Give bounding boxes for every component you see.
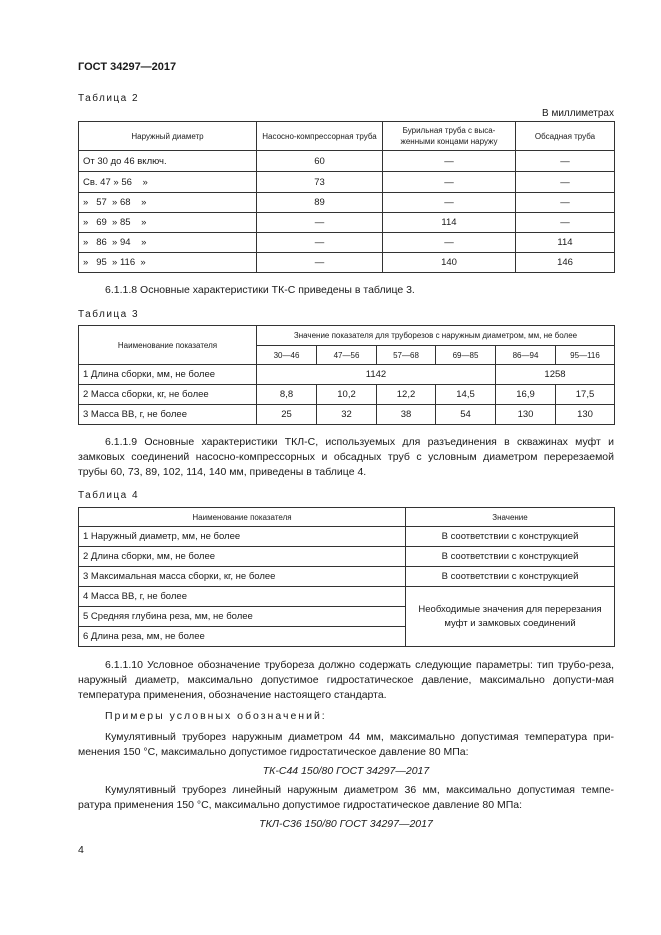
table-cell: 25: [257, 405, 317, 425]
table-row: [79, 547, 615, 567]
table-cell: —: [257, 233, 383, 253]
table4: [78, 507, 615, 647]
table2-header-drill: Бурильная труба с выса-женными концами наружу: [383, 122, 516, 151]
table-cell: » 86 » 94 »: [79, 233, 257, 253]
example-2-designation: ТКЛ-С36 150/80 ГОСТ 34297—2017: [259, 818, 433, 830]
table-cell: Необходимые значения для перерезания муфт и замковых соединений: [406, 587, 615, 647]
table3-diameter: 69—85: [436, 346, 496, 365]
table-cell: » 69 » 85 »: [79, 213, 257, 233]
example-1-designation: ТК-С44 150/80 ГОСТ 34297—2017: [262, 765, 430, 777]
table-cell: 2 Длина сборки, мм, не более: [79, 547, 406, 567]
table2-header-nkt: Насосно-компрессорная труба: [257, 122, 383, 151]
paragraph-6-1-1-10: 6.1.1.10 Условное обозначение трубореза должно содержать следующие параметры: тип трубо-реза, наружный диаметр, максимально допустимое гидростатическое давление, максимально допусти-мая температура применения, обозначение настоящего стандарта.: [78, 659, 614, 701]
table-row: [79, 233, 615, 253]
table3-diameter: 57—68: [377, 346, 436, 365]
table2-header-casing: Обсадная труба: [516, 122, 615, 151]
table-row: [79, 172, 615, 193]
table3-diameter: 86—94: [496, 346, 556, 365]
table-cell: —: [516, 151, 615, 172]
table3-diameter: 47—56: [317, 346, 377, 365]
page-number: 4: [78, 844, 84, 856]
table-cell: 32: [317, 405, 377, 425]
table-cell: 1 Длина сборки, мм, не более: [79, 365, 257, 385]
table-row: [79, 587, 615, 607]
table-cell: 12,2: [377, 385, 436, 405]
table3-caption: Таблица 3: [78, 309, 140, 320]
table-row: [79, 567, 615, 587]
table-cell: —: [383, 233, 516, 253]
table-cell: 38: [377, 405, 436, 425]
table2-caption: Таблица 2: [78, 93, 140, 104]
table-cell: 3 Максимальная масса сборки, кг, не более: [79, 567, 406, 587]
table-cell: 14,5: [436, 385, 496, 405]
table-cell: —: [516, 172, 615, 193]
table-cell: 130: [556, 405, 615, 425]
table-cell: 1258: [496, 365, 615, 385]
table-cell: В соответствии с конструкцией: [406, 567, 615, 587]
table-row: [79, 253, 615, 273]
table-cell: 54: [436, 405, 496, 425]
table-cell: —: [383, 151, 516, 172]
table-cell: » 57 » 68 »: [79, 193, 257, 213]
table-cell: —: [383, 172, 516, 193]
table-cell: 146: [516, 253, 615, 273]
table-cell: В соответствии с конструкцией: [406, 527, 615, 547]
table2: [78, 121, 615, 273]
table-row: [79, 193, 615, 213]
table-row: [79, 527, 615, 547]
table-row: [79, 151, 615, 172]
table-cell: В соответствии с конструкцией: [406, 547, 615, 567]
table-cell: —: [257, 253, 383, 273]
standard-title: ГОСТ 34297—2017: [78, 61, 177, 73]
examples-heading: Примеры условных обозначений:: [105, 710, 327, 722]
table-cell: 1142: [257, 365, 496, 385]
table-cell: 60: [257, 151, 383, 172]
example-1-text: Кумулятивный труборез наружным диаметром 44 мм, максимально допустимая температура при-менения 150 °С, максимально допустимое гидростатическое давление 80 МПа:: [78, 731, 614, 758]
table4-caption: Таблица 4: [78, 490, 140, 501]
table3-header-name: Наименование показателя: [79, 326, 257, 365]
example-2-text: Кумулятивный труборез линейный наружным диаметром 36 мм, максимально допустимая темпе-ратура применения 150 °С, максимально допустимое гидростатическое давление 80 МПа:: [78, 784, 614, 811]
table-cell: —: [516, 213, 615, 233]
table-cell: 114: [516, 233, 615, 253]
table-cell: 4 Масса ВВ, г, не более: [79, 587, 406, 607]
table-cell: » 95 » 116 »: [79, 253, 257, 273]
table2-units: В миллиметрах: [542, 108, 614, 119]
table4-header-name: Наименование показателя: [79, 508, 406, 527]
table-cell: 16,9: [496, 385, 556, 405]
table-cell: 1 Наружный диаметр, мм, не более: [79, 527, 406, 547]
table-row: [79, 213, 615, 233]
table-cell: —: [516, 193, 615, 213]
table-cell: 130: [496, 405, 556, 425]
paragraph-6-1-1-8: 6.1.1.8 Основные характеристики ТК-С приведены в таблице 3.: [105, 284, 415, 296]
table-cell: —: [383, 193, 516, 213]
table3-diameter: 30—46: [257, 346, 317, 365]
table-cell: 6 Длина реза, мм, не более: [79, 627, 406, 647]
table-cell: 3 Масса ВВ, г, не более: [79, 405, 257, 425]
table-cell: 5 Средняя глубина реза, мм, не более: [79, 607, 406, 627]
table-cell: 89: [257, 193, 383, 213]
table-cell: 2 Масса сборки, кг, не более: [79, 385, 257, 405]
table2-header-diameter: Наружный диаметр: [79, 122, 257, 151]
table-cell: 140: [383, 253, 516, 273]
table-cell: 73: [257, 172, 383, 193]
paragraph-6-1-1-9: 6.1.1.9 Основные характеристики ТКЛ-С, используемых для разъединения в скважинах муфт и замковых соединений насосно-компрессорных и обсадных труб с условным диаметром перерезаемой трубы 60, 73, 89, 102, 114, 140 мм, приведены в таблице 4.: [78, 436, 614, 478]
table-cell: 17,5: [556, 385, 615, 405]
table-row: [79, 385, 615, 405]
table-row: [79, 365, 615, 385]
table3-header-group: Значение показателя для труборезов с наружным диаметром, мм, не более: [257, 326, 615, 346]
table-cell: 8,8: [257, 385, 317, 405]
table-cell: 114: [383, 213, 516, 233]
table-row: [79, 405, 615, 425]
table-cell: 10,2: [317, 385, 377, 405]
table-cell: От 30 до 46 включ.: [79, 151, 257, 172]
table-cell: Св. 47 » 56 »: [79, 172, 257, 193]
table4-header-value: Значение: [406, 508, 615, 527]
table3: [78, 325, 615, 425]
table-cell: —: [257, 213, 383, 233]
table3-diameter: 95—116: [556, 346, 615, 365]
